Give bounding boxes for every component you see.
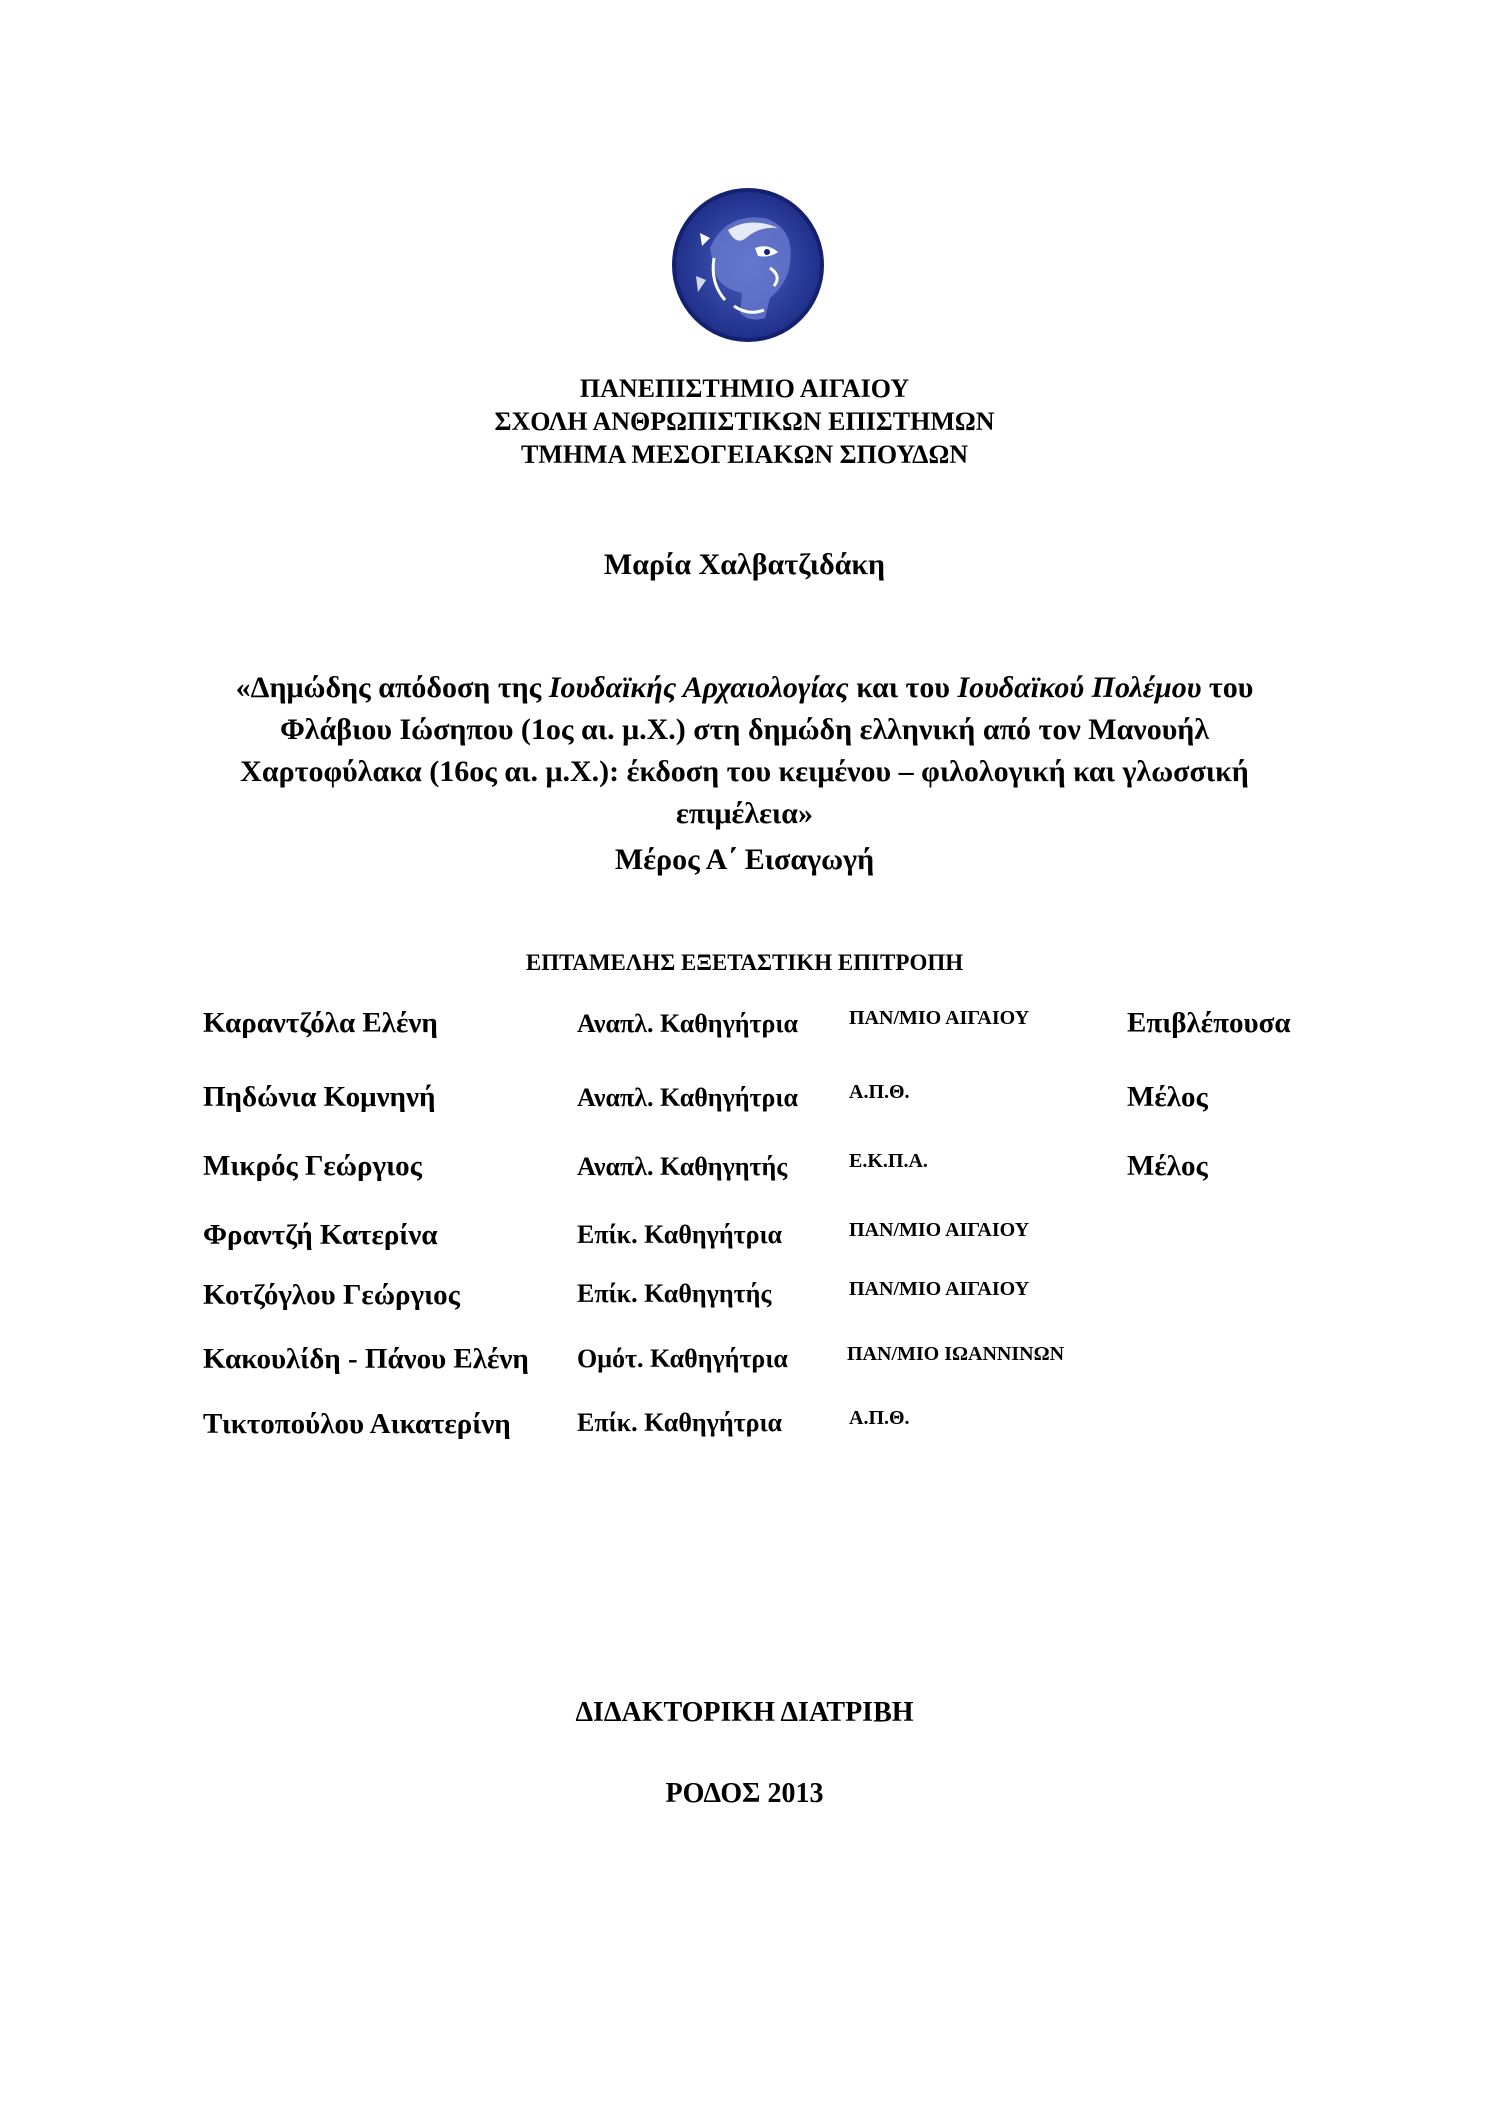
committee-row [0,1343,1489,1388]
committee-heading: ΕΠΤΑΜΕΛΗΣ ΕΞΕΤΑΣΤΙΚΗ ΕΠΙΤΡΟΠΗ [525,950,964,975]
member-rank: Ομότ. Καθηγήτρια [577,1344,788,1373]
title-italic-2: Ιουδαϊκού Πολέμου [957,671,1202,704]
institution-name: ΠΑΝΕΠΙΣΤΗΜΙΟ ΑΙΓΑΙΟΥ [579,374,910,403]
degree-label: ΔΙΔΑΚΤΟΡΙΚΗ ΔΙΑΤΡΙΒΗ [575,1697,914,1728]
member-institution: ΠΑΝ/ΜΙΟ ΑΙΓΑΙΟΥ [849,1219,1030,1241]
university-seal-icon [670,188,825,343]
member-name: Φραντζή Κατερίνα [203,1219,438,1251]
member-rank: Αναπλ. Καθηγήτρια [577,1083,798,1112]
member-name: Πηδώνια Κομνηνή [203,1081,436,1113]
committee-row [0,1150,1489,1195]
place-year: ΡΟΔΟΣ 2013 [665,1778,824,1809]
title-part-3: του Φλάβιου Ιώσηπου (1ος αι. μ.Χ.) στη δημώδη ελληνική από τον Μανουήλ Χαρτοφύλακα (16ος αι. μ.Χ.): έκδοση του κειμένου – φιλολογική και γλωσσική επιμέλεια» [240,671,1254,830]
committee-row [0,1007,1489,1052]
school-name: ΣΧΟΛΗ ΑΝΘΡΩΠΙΣΤΙΚΩΝ ΕΠΙΣΤΗΜΩΝ [494,407,995,436]
thesis-title [200,667,1289,835]
member-rank: Αναπλ. Καθηγητής [577,1152,788,1181]
title-part-2: και του [848,671,958,704]
member-name: Καραντζόλα Ελένη [203,1007,438,1039]
committee-row [0,1279,1489,1324]
member-name: Κοτζόγλου Γεώργιος [203,1279,460,1311]
member-institution: Ε.Κ.Π.Α. [849,1150,928,1172]
member-institution: ΠΑΝ/ΜΙΟ ΑΙΓΑΙΟΥ [849,1007,1030,1029]
member-rank: Επίκ. Καθηγητής [577,1279,772,1308]
member-name: Κακουλίδη - Πάνου Ελένη [203,1343,529,1375]
member-rank: Επίκ. Καθηγήτρια [577,1220,783,1249]
author-name: Μαρία Χαλβατζιδάκη [603,548,886,581]
department-name: ΤΜΗΜΑ ΜΕΣΟΓΕΙΑΚΩΝ ΣΠΟΥΔΩΝ [520,440,969,469]
member-rank: Επίκ. Καθηγήτρια [577,1408,783,1437]
committee-row [0,1408,1489,1453]
member-role: Επιβλέπουσα [1127,1007,1291,1039]
title-part-1: «Δημώδης απόδοση της [235,671,549,704]
committee-row [0,1081,1489,1126]
member-role: Μέλος [1127,1150,1208,1182]
member-role: Μέλος [1127,1081,1208,1113]
committee-row [0,1219,1489,1264]
part-label: Μέρος Α΄ Εισαγωγή [614,843,875,876]
member-name: Τικτοπούλου Αικατερίνη [203,1408,511,1440]
member-name: Μικρός Γεώργιος [203,1150,422,1182]
member-institution: Α.Π.Θ. [849,1081,910,1103]
member-institution: ΠΑΝ/ΜΙΟ ΑΙΓΑΙΟΥ [849,1278,1030,1300]
title-italic-1: Ιουδαϊκής Αρχαιολογίας [548,671,849,704]
member-rank: Αναπλ. Καθηγήτρια [577,1009,798,1038]
member-institution: ΠΑΝ/ΜΙΟ ΙΩΑΝΝΙΝΩΝ [847,1343,1065,1365]
member-institution: Α.Π.Θ. [849,1407,910,1429]
